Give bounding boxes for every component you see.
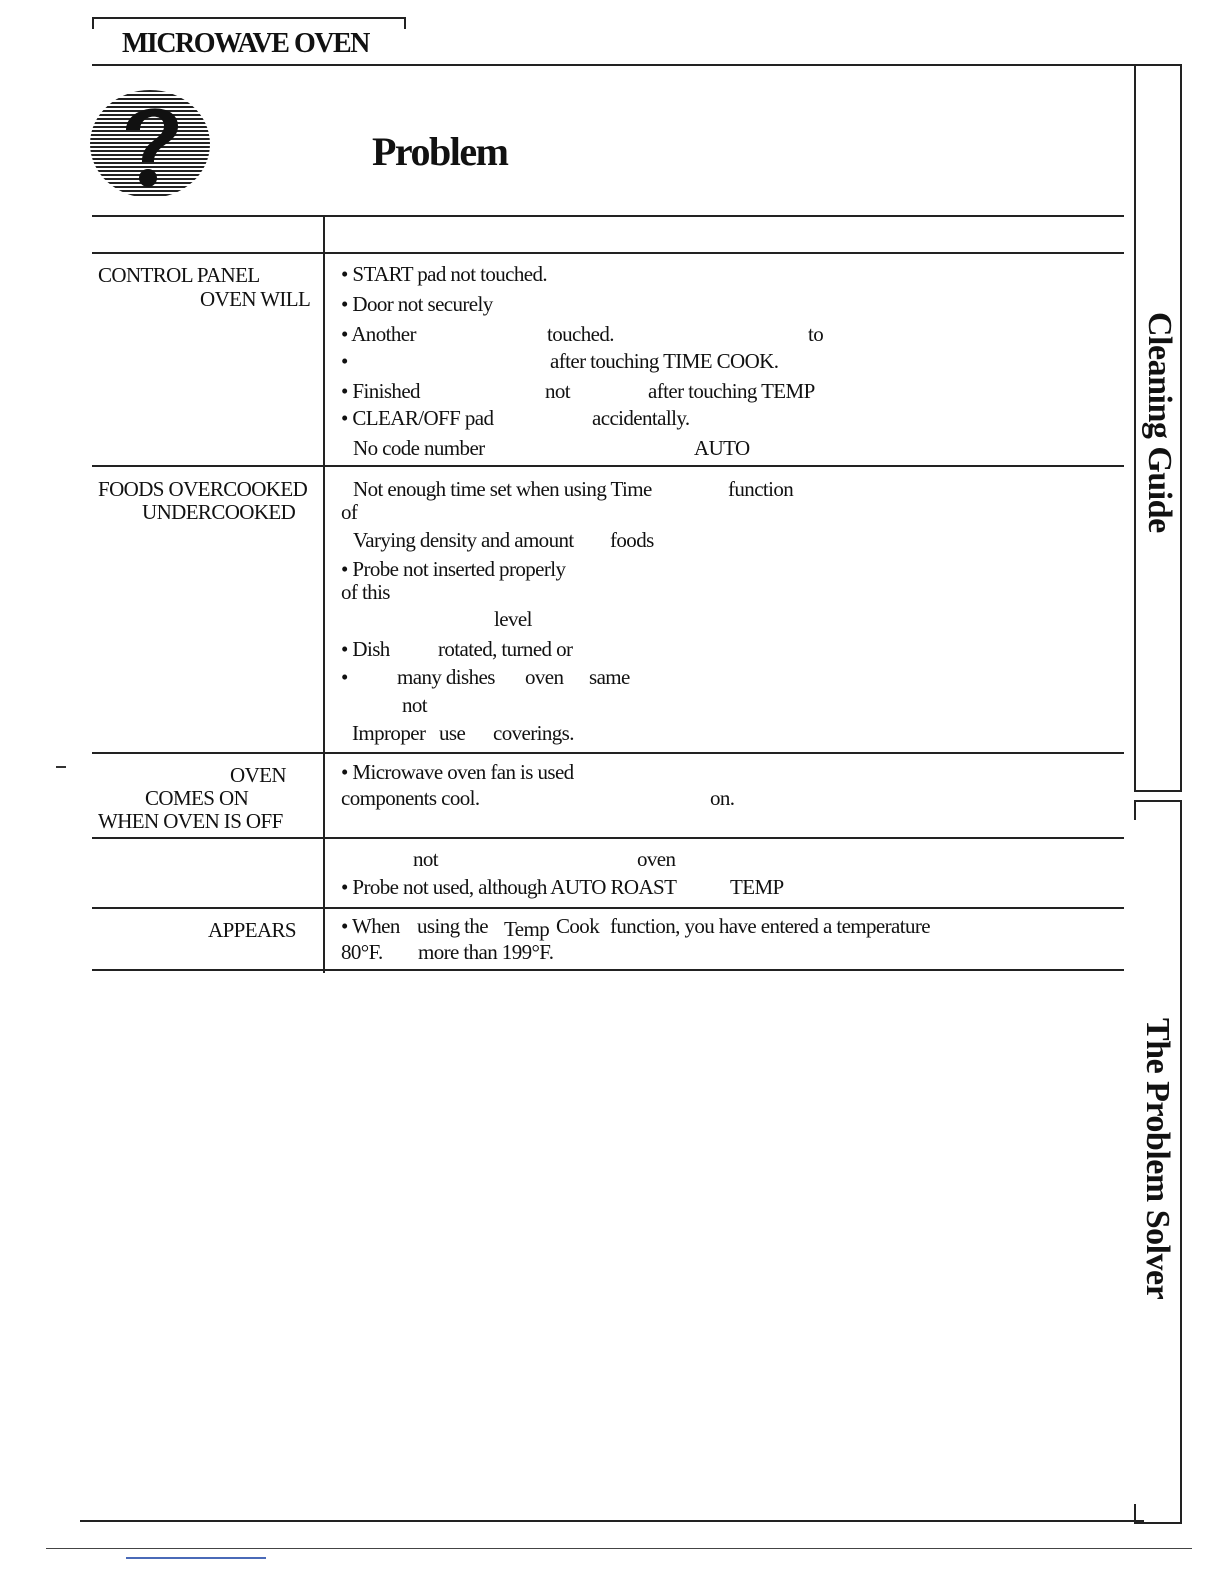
- cause-text: •: [341, 349, 348, 373]
- side-tab-label: Cleaning Guide: [1141, 312, 1178, 533]
- cause-text: Varying density and amount: [353, 528, 574, 552]
- cause-text: function: [728, 477, 794, 501]
- table-top-rule: [92, 215, 1124, 217]
- cause-text: oven: [637, 847, 676, 871]
- cause-text: accidentally.: [592, 406, 690, 430]
- margin-mark: [56, 766, 66, 768]
- cause-text: • Finished: [341, 379, 420, 403]
- cause-text: • Probe not used, although AUTO ROAST: [341, 875, 677, 899]
- cause-text: same: [589, 665, 630, 689]
- problem-label: OVEN WILL: [200, 287, 311, 311]
- page-header-title: MICROWAVE OVEN: [122, 28, 369, 59]
- row-rule: [92, 907, 1124, 909]
- cause-text: • Dish: [341, 637, 390, 661]
- side-tab-cleaning-guide[interactable]: [1134, 64, 1182, 792]
- cause-text: foods: [610, 528, 654, 552]
- problem-label: WHEN OVEN IS OFF: [98, 809, 283, 833]
- row-rule: [92, 837, 1124, 839]
- row-rule: [92, 752, 1124, 754]
- cause-text: more than 199°F.: [418, 940, 554, 964]
- cause-text: touched.: [547, 322, 614, 346]
- cause-text: use: [439, 721, 466, 745]
- cause-text: oven: [525, 665, 564, 689]
- problem-label: COMES ON: [145, 786, 249, 810]
- cause-text: 80°F.: [341, 940, 383, 964]
- page-edge-rule: [46, 1548, 1192, 1549]
- cause-text: many dishes: [397, 665, 495, 689]
- problem-label: UNDERCOOKED: [142, 500, 296, 524]
- problem-label: OVEN: [230, 763, 286, 787]
- problem-label: CONTROL PANEL: [98, 263, 260, 287]
- cause-text: of: [341, 500, 358, 524]
- cause-text: • When: [341, 914, 400, 938]
- page-title: Problem: [372, 129, 508, 174]
- cause-text: • Door not securely: [341, 292, 493, 316]
- cause-text: function, you have entered a temperature: [610, 914, 931, 938]
- table-column-divider: [323, 215, 325, 973]
- row-rule: [92, 465, 1124, 467]
- footer-rule: [80, 1520, 1144, 1522]
- cause-text: rotated, turned or: [438, 637, 573, 661]
- cause-text: not: [413, 847, 439, 871]
- question-mark-icon: [88, 86, 214, 202]
- header-rule: [92, 64, 1182, 66]
- cause-text: • Probe not inserted properly: [341, 557, 566, 581]
- cause-text: • START pad not touched.: [341, 262, 548, 286]
- problem-label: APPEARS: [208, 918, 297, 942]
- cause-text: to: [808, 322, 824, 346]
- cause-text: not: [545, 379, 571, 403]
- cause-text: • Microwave oven fan is used: [341, 760, 574, 784]
- cause-text: • Another: [341, 322, 416, 346]
- cause-text: • CLEAR/OFF pad: [341, 406, 494, 430]
- side-tab-label: The Problem Solver: [1139, 1018, 1176, 1300]
- cause-text: after touching TEMP: [648, 379, 815, 403]
- cause-text: after touching TIME COOK.: [550, 349, 779, 373]
- cause-text: AUTO: [694, 436, 750, 460]
- cause-text: not: [402, 693, 428, 717]
- cause-text: No code number: [353, 436, 485, 460]
- table-header-rule: [92, 252, 1124, 254]
- table-bottom-rule: [92, 969, 1124, 971]
- cause-text: Cook: [556, 914, 600, 938]
- side-tab-problem-solver[interactable]: [1134, 800, 1182, 1524]
- cause-text: Improper: [352, 721, 426, 745]
- cause-text: Not enough time set when using Time: [353, 477, 652, 501]
- cause-text: of this: [341, 580, 390, 604]
- cause-text: •: [341, 665, 348, 689]
- cause-text: TEMP: [730, 875, 784, 899]
- cause-text: coverings.: [493, 721, 574, 745]
- cause-text: Temp: [504, 917, 550, 941]
- cause-text: level: [494, 607, 532, 631]
- cause-text: on.: [710, 786, 735, 810]
- problem-label: FOODS OVERCOOKED: [98, 477, 308, 501]
- cause-text: components cool.: [341, 786, 480, 810]
- cause-text: using the: [417, 914, 489, 938]
- footer-accent-rule: [126, 1557, 266, 1559]
- tab-corner: [1134, 802, 1146, 820]
